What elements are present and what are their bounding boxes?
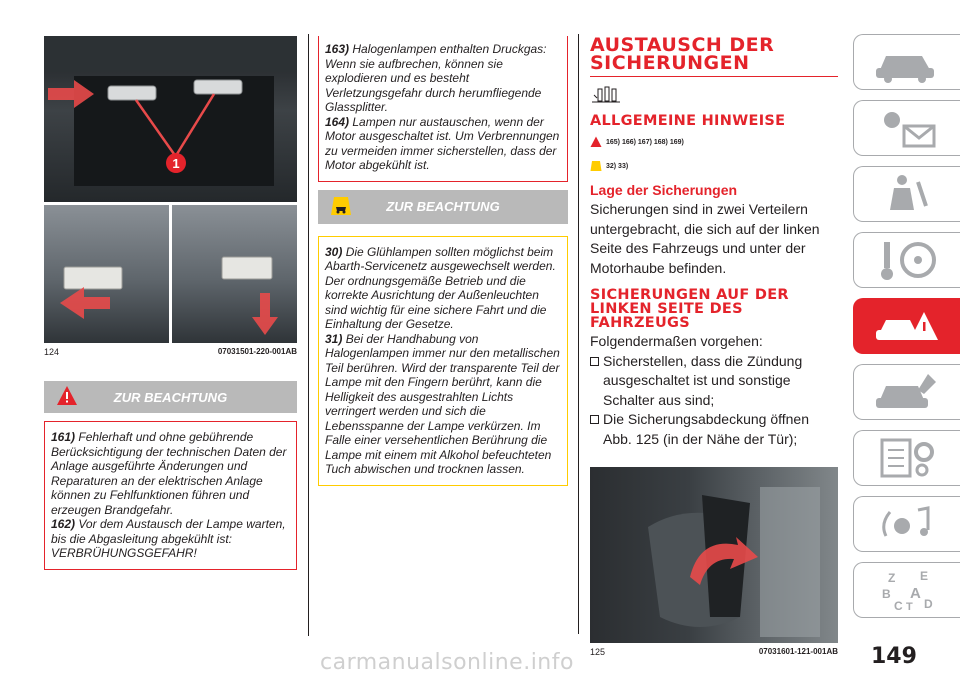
tab-multimedia[interactable]	[853, 496, 960, 552]
right-column	[590, 36, 838, 657]
section-title: AUSTAUSCH DER SICHERUNGEN	[590, 34, 775, 74]
title-rule	[590, 76, 838, 77]
caution-heading	[318, 190, 568, 224]
caution-item: 31) Bei der Handhabung von Halogenlampen immer nur den metallischen Teil berühren. Wird der transparente Teil der Lampe mit den Fingern berührt, kann die Helligkeit des ausgestrahlten Lichts verringert werden und sich die Lebensspanne der Lampe verkürzen. Im Falle einer versehentlichen Berührung die Lampe mit einem mit Alkohol befeuchteten Tuch abwischen und trocknen lassen.	[325, 331, 560, 476]
middle-column	[318, 36, 568, 486]
fuse-location-heading: Lage der Sicherungen	[590, 182, 738, 198]
watermark: carmanualsonline.info	[320, 650, 574, 675]
tab-breakdown[interactable]	[853, 298, 960, 354]
figure-number: 125	[590, 647, 606, 657]
general-notes-heading: ALLGEMEINE HINWEISE	[590, 113, 786, 129]
key-steering-icon	[872, 238, 942, 282]
figure-124-top-photo	[44, 36, 297, 202]
procedure-step: Die Sicherungsabdeckung öffnen Abb. 125 (in der Nähe der Tür);	[590, 410, 838, 449]
svg-text:Z: Z	[888, 571, 896, 585]
checkbox-bullet-icon	[590, 415, 599, 424]
lamp-removal-photo-right	[172, 205, 297, 343]
fuse-cover-illustration	[590, 467, 838, 643]
caution-vehicle-icon	[590, 160, 602, 172]
warning-item: 163) Halogenlampen enthalten Druckgas: Wenn sie aufbrechen, können sie explodieren und es besteht Verletzungsgefahr durch herumfliegende Glassplitter.	[325, 42, 547, 114]
caution-vehicle-icon	[330, 194, 352, 218]
warning-box	[44, 421, 297, 570]
checkbox-bullet-icon	[590, 357, 599, 366]
multimedia-icon	[872, 502, 942, 546]
index-icon	[872, 568, 942, 612]
warning-box-continued	[318, 36, 568, 182]
caution-item: 30) Die Glühlampen sollten möglichst beim Abarth-Servicenetz ausgewechselt werden. Der ordnungsgemäße Betrieb und die korrekte Ausrichtung der Außenleuchten sind wichtig für eine sichere Fahrt und die Einhaltung der Gesetze.	[325, 244, 556, 331]
svg-text:E: E	[920, 569, 929, 583]
chapter-tabs	[853, 34, 960, 628]
svg-text:T: T	[906, 601, 913, 612]
danger-triangle-icon	[590, 136, 602, 148]
maintenance-icon	[872, 370, 942, 414]
figure-code: 07031501-220-001AB	[217, 347, 297, 356]
caution-box	[318, 236, 568, 486]
tab-key-steering[interactable]	[853, 232, 960, 288]
tab-car-dashboard[interactable]	[853, 34, 960, 90]
procedure-intro: Folgendermaßen vorgehen:	[590, 333, 763, 349]
danger-triangle-icon	[56, 385, 78, 407]
column-divider	[308, 34, 309, 636]
danger-references: 165) 166) 167) 168) 169)	[590, 136, 838, 148]
tailgate-lamp-illustration	[44, 36, 297, 202]
car-dashboard-icon	[872, 40, 942, 84]
left-side-fuses-heading: SICHERUNGEN AUF DER LINKEN SEITE DES FAHRZEUGS	[590, 287, 789, 331]
breakdown-icon	[872, 304, 942, 348]
procedure-step: Sicherstellen, dass die Zündung ausgeschaltet ist und sonstige Schalter aus sind;	[590, 352, 838, 411]
figure-125-photo	[590, 467, 838, 643]
tab-warning-lights[interactable]	[853, 100, 960, 156]
tab-seat-airbag[interactable]	[853, 166, 960, 222]
warning-heading-text: ZUR BEACHTUNG	[113, 389, 228, 405]
fuse-location-text: Sicherungen sind in zwei Verteilern untergebracht, die sich auf der linken Seite des Fahrzeugs und unter der Motorhaube befinden.	[590, 201, 820, 276]
tab-maintenance[interactable]	[853, 364, 960, 420]
warning-heading	[44, 381, 297, 413]
figure-number: 124	[44, 347, 60, 357]
svg-text:A: A	[910, 585, 921, 602]
page-number: 149	[871, 644, 917, 669]
fuse-icon-row	[590, 85, 838, 110]
figure-code: 07031601-121-001AB	[758, 647, 838, 656]
lamp-removal-photo-left	[44, 205, 169, 343]
callout-1: 1	[172, 156, 180, 171]
tab-tech-data[interactable]	[853, 430, 960, 486]
tab-index[interactable]	[853, 562, 960, 618]
warning-item: 162) Vor dem Austausch der Lampe warten, bis die Abgasleitung abgekühlt ist: VERBRÜHUNGSGEFAHR!	[51, 517, 286, 560]
fuse-icon	[590, 85, 624, 105]
column-divider	[578, 34, 579, 634]
figure-124-bottom-photos	[44, 205, 297, 343]
figure-125-caption	[590, 647, 838, 657]
svg-text:D: D	[924, 597, 933, 611]
figure-124-caption	[44, 347, 297, 357]
seat-airbag-icon	[872, 172, 942, 216]
warning-lights-icon	[872, 106, 942, 150]
caution-references: 32) 33)	[590, 160, 838, 172]
svg-text:B: B	[882, 587, 891, 601]
warning-item: 164) Lampen nur austauschen, wenn der Motor ausgeschaltet ist. Um Verbrennungen zu vermeiden immer sicherstellen, dass der Motor abgekühlt ist.	[325, 114, 560, 172]
warning-item: 161) Fehlerhaft und ohne gebührende Berücksichtigung der technischen Daten der Anlage ausgeführte Änderungen und Reparaturen an der elektrischen Anlage können zu Fehlfunktionen führen und erzeugen Brandgefahr.	[51, 430, 287, 517]
tech-data-icon	[872, 436, 942, 480]
svg-text:C: C	[894, 599, 903, 612]
caution-heading-text: ZUR BEACHTUNG	[386, 199, 500, 214]
left-column	[44, 36, 297, 570]
